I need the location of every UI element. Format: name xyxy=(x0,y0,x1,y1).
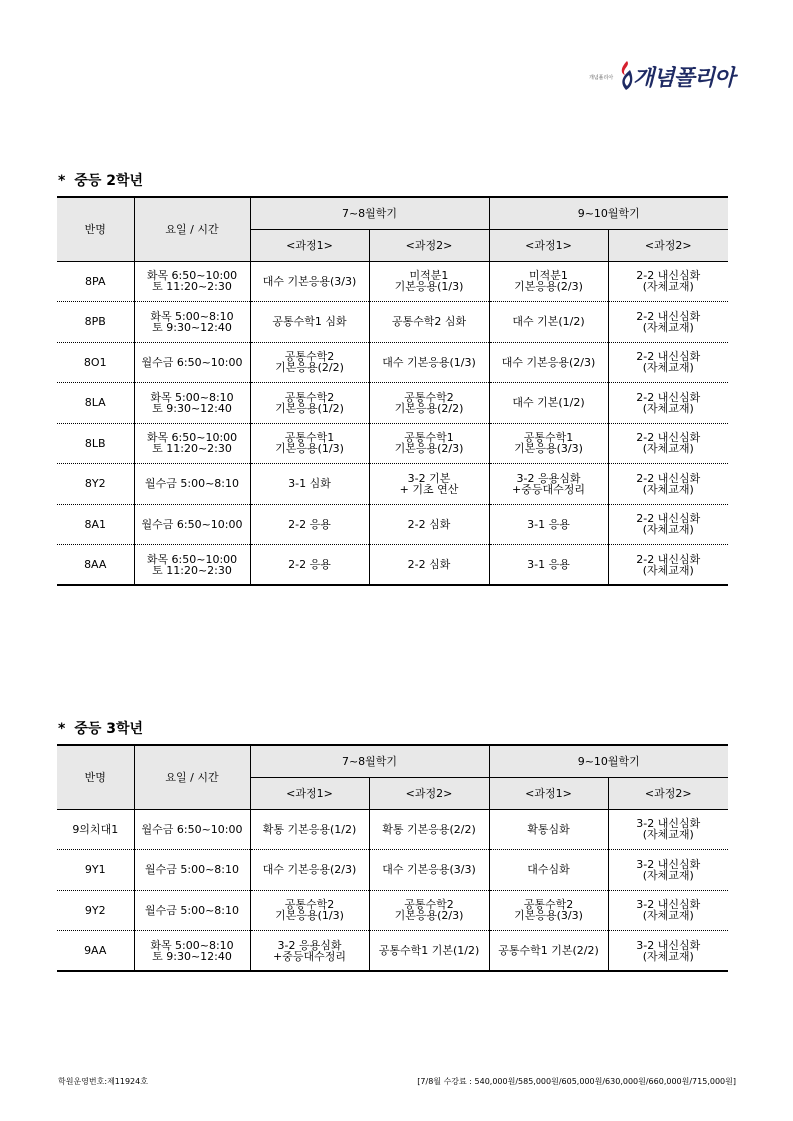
cell-line: (자체교재) xyxy=(642,949,694,963)
course-cell xyxy=(608,464,728,505)
class-name-cell: 8PA xyxy=(57,261,134,302)
table-row xyxy=(57,261,728,302)
course-cell xyxy=(489,890,608,931)
header-time: 요일 / 시간 xyxy=(134,197,250,261)
course-cell xyxy=(489,931,608,972)
cell-line: 대수 기본(1/2) xyxy=(512,396,585,410)
cell-line: 기본응용(1/3) xyxy=(275,442,344,456)
cell-line: 토 11:20~2:30 xyxy=(152,442,232,456)
cell-line: 3-1 심화 xyxy=(288,477,331,491)
course-cell xyxy=(369,890,489,931)
cell-line: 토 9:30~12:40 xyxy=(152,320,232,334)
logo-small-text: 개념폴리아 xyxy=(589,75,614,81)
cell-line: 3-1 응용 xyxy=(527,517,570,531)
course-cell xyxy=(369,850,489,891)
class-name-cell: 8Y2 xyxy=(57,464,134,505)
cell-line: 월수금 5:00~8:10 xyxy=(145,477,239,491)
cell-line: 토 11:20~2:30 xyxy=(152,563,232,577)
cell-line: 공통수학1 xyxy=(404,431,454,445)
course-cell xyxy=(608,342,728,383)
cell-line: 기본응용(3/3) xyxy=(514,442,583,456)
cell-line: 기본응용(3/3) xyxy=(514,909,583,923)
course-cell xyxy=(489,302,608,343)
course-cell xyxy=(489,423,608,464)
header-course2: <과정2> xyxy=(608,229,728,261)
table-row xyxy=(57,890,728,931)
cell-line: 3-2 내신심화 xyxy=(636,898,701,912)
time-cell xyxy=(134,545,250,586)
class-name-cell: 8AA xyxy=(57,545,134,586)
course-cell xyxy=(608,809,728,850)
table-row xyxy=(57,342,728,383)
cell-line: 대수심화 xyxy=(527,863,570,877)
class-name-cell: 8PB xyxy=(57,302,134,343)
cell-line: 3-2 내신심화 xyxy=(636,817,701,831)
cell-line: (자체교재) xyxy=(642,828,694,842)
course-cell xyxy=(369,302,489,343)
cell-line: 기본응용(2/2) xyxy=(275,361,344,375)
class-name-cell: 9Y1 xyxy=(57,850,134,891)
cell-line: 화목 5:00~8:10 xyxy=(150,938,234,952)
cell-line: 2-2 내신심화 xyxy=(636,269,701,283)
course-cell xyxy=(608,504,728,545)
cell-line: 2-2 내신심화 xyxy=(636,512,701,526)
class-name-cell: 8O1 xyxy=(57,342,134,383)
cell-line: 기본응용(2/3) xyxy=(514,280,583,294)
cell-line: 기본응용(1/3) xyxy=(394,280,464,294)
time-cell xyxy=(134,504,250,545)
course-cell xyxy=(369,809,489,850)
course-cell xyxy=(250,545,369,586)
class-name-cell: 9AA xyxy=(57,931,134,972)
course-cell xyxy=(608,890,728,931)
cell-line: 화목 6:50~10:00 xyxy=(146,269,238,283)
cell-line: 토 11:20~2:30 xyxy=(152,280,232,294)
cell-line: 기본응용(2/2) xyxy=(394,401,464,415)
course-cell xyxy=(489,342,608,383)
course-cell xyxy=(250,850,369,891)
header-term2: 9~10월학기 xyxy=(489,197,728,229)
table-row xyxy=(57,931,728,972)
class-name-cell: 8A1 xyxy=(57,504,134,545)
course-cell xyxy=(250,342,369,383)
course-cell xyxy=(250,423,369,464)
cell-line: 2-2 응용 xyxy=(288,517,331,531)
course-cell xyxy=(369,504,489,545)
cell-line: 대수 기본응용(2/3) xyxy=(262,863,357,877)
cell-line: 3-2 내신심화 xyxy=(636,857,701,871)
cell-line: 미적분1 xyxy=(529,269,568,283)
table-row xyxy=(57,504,728,545)
cell-line: 화목 5:00~8:10 xyxy=(150,309,234,323)
table-row xyxy=(57,464,728,505)
cell-line: +중등대수정리 xyxy=(512,482,585,496)
course-cell xyxy=(489,545,608,586)
course-cell xyxy=(489,383,608,424)
cell-line: 화목 6:50~10:00 xyxy=(146,552,238,566)
cell-line: 월수금 6:50~10:00 xyxy=(141,822,243,836)
cell-line: 공통수학2 xyxy=(284,350,335,364)
cell-line: (자체교재) xyxy=(642,280,694,294)
bullet-star-icon: * xyxy=(58,721,66,737)
cell-line: 확통 기본응용(1/2) xyxy=(262,822,357,836)
academy-registration-number: 학원운영번호:제11924호 xyxy=(58,1077,148,1086)
course-cell xyxy=(608,261,728,302)
time-cell xyxy=(134,342,250,383)
course-cell xyxy=(369,261,489,302)
cell-line: 2-2 내신심화 xyxy=(636,471,701,485)
course-cell xyxy=(250,890,369,931)
course-cell xyxy=(250,931,369,972)
cell-line: 대수 기본응용(2/3) xyxy=(501,355,596,369)
course-cell xyxy=(489,504,608,545)
header-course1: <과정1> xyxy=(489,777,608,809)
cell-line: 대수 기본응용(3/3) xyxy=(382,863,476,877)
cell-line: (자체교재) xyxy=(642,401,694,415)
cell-line: 공통수학1 심화 xyxy=(272,315,347,329)
time-cell xyxy=(134,464,250,505)
cell-line: 2-2 내신심화 xyxy=(636,552,701,566)
time-cell xyxy=(134,261,250,302)
time-cell xyxy=(134,423,250,464)
time-cell xyxy=(134,302,250,343)
header-course2: <과정2> xyxy=(369,777,489,809)
course-cell xyxy=(489,809,608,850)
header-term1: 7~8월학기 xyxy=(250,197,489,229)
course-cell xyxy=(369,423,489,464)
cell-line: 월수금 5:00~8:10 xyxy=(145,903,239,917)
course-cell xyxy=(250,302,369,343)
logo-brand-text: 개념폴리아 xyxy=(633,66,735,91)
cell-line: 확통심화 xyxy=(527,822,570,836)
header-term1: 7~8월학기 xyxy=(250,745,489,777)
course-cell xyxy=(608,383,728,424)
course-cell xyxy=(250,809,369,850)
course-cell xyxy=(250,504,369,545)
cell-line: 공통수학2 xyxy=(523,898,574,912)
cell-line: 기본응용(2/3) xyxy=(394,909,464,923)
cell-line: 3-2 응용심화 xyxy=(277,938,342,952)
cell-line: 대수 기본응용(3/3) xyxy=(262,274,357,288)
cell-line: +중등대수정리 xyxy=(273,949,346,963)
header-class: 반명 xyxy=(57,197,134,261)
cell-line: (자체교재) xyxy=(642,320,694,334)
time-cell xyxy=(134,809,250,850)
course-cell xyxy=(489,261,608,302)
course-cell xyxy=(608,931,728,972)
brand-logo xyxy=(585,58,745,94)
header-course2: <과정2> xyxy=(608,777,728,809)
cell-line: (자체교재) xyxy=(642,361,694,375)
schedule-table-grade3 xyxy=(57,744,728,972)
cell-line: 대수 기본(1/2) xyxy=(512,315,585,329)
cell-line: 3-2 기본 xyxy=(407,471,451,485)
cell-line: 2-2 내신심화 xyxy=(636,309,701,323)
cell-line: 2-2 내신심화 xyxy=(636,350,701,364)
cell-line: 공통수학2 xyxy=(284,898,335,912)
cell-line: 공통수학2 심화 xyxy=(391,315,467,329)
cell-line: 월수금 6:50~10:00 xyxy=(141,355,243,369)
schedule-table-grade2 xyxy=(57,196,728,586)
header-course1: <과정1> xyxy=(489,229,608,261)
cell-line: 월수금 6:50~10:00 xyxy=(141,517,243,531)
table-row xyxy=(57,545,728,586)
cell-line: 2-2 심화 xyxy=(407,517,451,531)
course-cell xyxy=(489,850,608,891)
header-class: 반명 xyxy=(57,745,134,809)
course-cell xyxy=(489,464,608,505)
course-cell xyxy=(369,931,489,972)
cell-line: 공통수학2 xyxy=(404,898,454,912)
cell-line: 2-2 심화 xyxy=(407,558,451,571)
course-cell xyxy=(608,850,728,891)
cell-line: (자체교재) xyxy=(642,563,694,577)
section-title-grade2: * 중등 2학년 xyxy=(58,173,144,189)
cell-line: 토 9:30~12:40 xyxy=(152,949,232,963)
time-cell xyxy=(134,850,250,891)
course-cell xyxy=(250,383,369,424)
header-time: 요일 / 시간 xyxy=(134,745,250,809)
cell-line: 기본응용(1/3) xyxy=(275,909,344,923)
cell-line: 3-2 응용심화 xyxy=(516,471,581,485)
cell-line: 2-2 내신심화 xyxy=(636,390,701,404)
cell-line: 공통수학2 xyxy=(404,390,454,404)
course-cell xyxy=(608,545,728,586)
cell-line: (자체교재) xyxy=(642,442,694,456)
course-cell xyxy=(608,302,728,343)
time-cell xyxy=(134,383,250,424)
cell-line: 기본응용(2/3) xyxy=(394,442,464,456)
course-cell xyxy=(369,545,489,586)
cell-line: 2-2 내신심화 xyxy=(636,431,701,445)
time-cell xyxy=(134,890,250,931)
cell-line: 공통수학1 기본(1/2) xyxy=(378,944,480,957)
table-row xyxy=(57,302,728,343)
cell-line: 3-2 내신심화 xyxy=(636,938,701,952)
class-name-cell: 8LA xyxy=(57,383,134,424)
time-cell xyxy=(134,931,250,972)
header-course1: <과정1> xyxy=(250,777,369,809)
cell-line: 3-1 응용 xyxy=(527,558,570,571)
cell-line: 화목 5:00~8:10 xyxy=(150,390,234,404)
cell-line: 확통 기본응용(2/2) xyxy=(382,822,476,836)
cell-line: 공통수학1 xyxy=(523,431,574,445)
header-course2: <과정2> xyxy=(369,229,489,261)
cell-line: (자체교재) xyxy=(642,482,694,496)
section-title-grade3: * 중등 3학년 xyxy=(58,721,144,737)
class-name-cell: 9의치대1 xyxy=(57,809,134,850)
cell-line: 화목 6:50~10:00 xyxy=(146,431,238,445)
cell-line: 대수 기본응용(1/3) xyxy=(382,355,476,369)
course-cell xyxy=(250,261,369,302)
cell-line: (자체교재) xyxy=(642,909,694,923)
cell-line: (자체교재) xyxy=(642,523,694,537)
cell-line: 기본응용(1/2) xyxy=(275,401,344,415)
class-name-cell: 9Y2 xyxy=(57,890,134,931)
table-row xyxy=(57,809,728,850)
cell-line: 미적분1 xyxy=(409,269,449,283)
course-cell xyxy=(250,464,369,505)
cell-line: (자체교재) xyxy=(642,868,694,882)
table-row xyxy=(57,850,728,891)
cell-line: 토 9:30~12:40 xyxy=(152,401,232,415)
course-cell xyxy=(369,342,489,383)
cell-line: 월수금 5:00~8:10 xyxy=(145,863,239,877)
course-cell xyxy=(369,383,489,424)
header-term2: 9~10월학기 xyxy=(489,745,728,777)
class-name-cell: 8LB xyxy=(57,423,134,464)
header-course1: <과정1> xyxy=(250,229,369,261)
table-row xyxy=(57,383,728,424)
cell-line: + 기초 연산 xyxy=(399,482,459,496)
cell-line: 공통수학1 xyxy=(284,431,335,445)
cell-line: 공통수학2 xyxy=(284,390,335,404)
course-cell xyxy=(369,464,489,505)
cell-line: 2-2 응용 xyxy=(288,558,331,571)
course-cell xyxy=(608,423,728,464)
table-row xyxy=(57,423,728,464)
bullet-star-icon: * xyxy=(58,173,66,189)
tuition-fees: [7/8월 수강료 : 540,000원/585,000원/605,000원/630,000원/660,000원/715,000원] xyxy=(417,1077,736,1086)
cell-line: 공통수학1 기본(2/2) xyxy=(498,944,599,957)
